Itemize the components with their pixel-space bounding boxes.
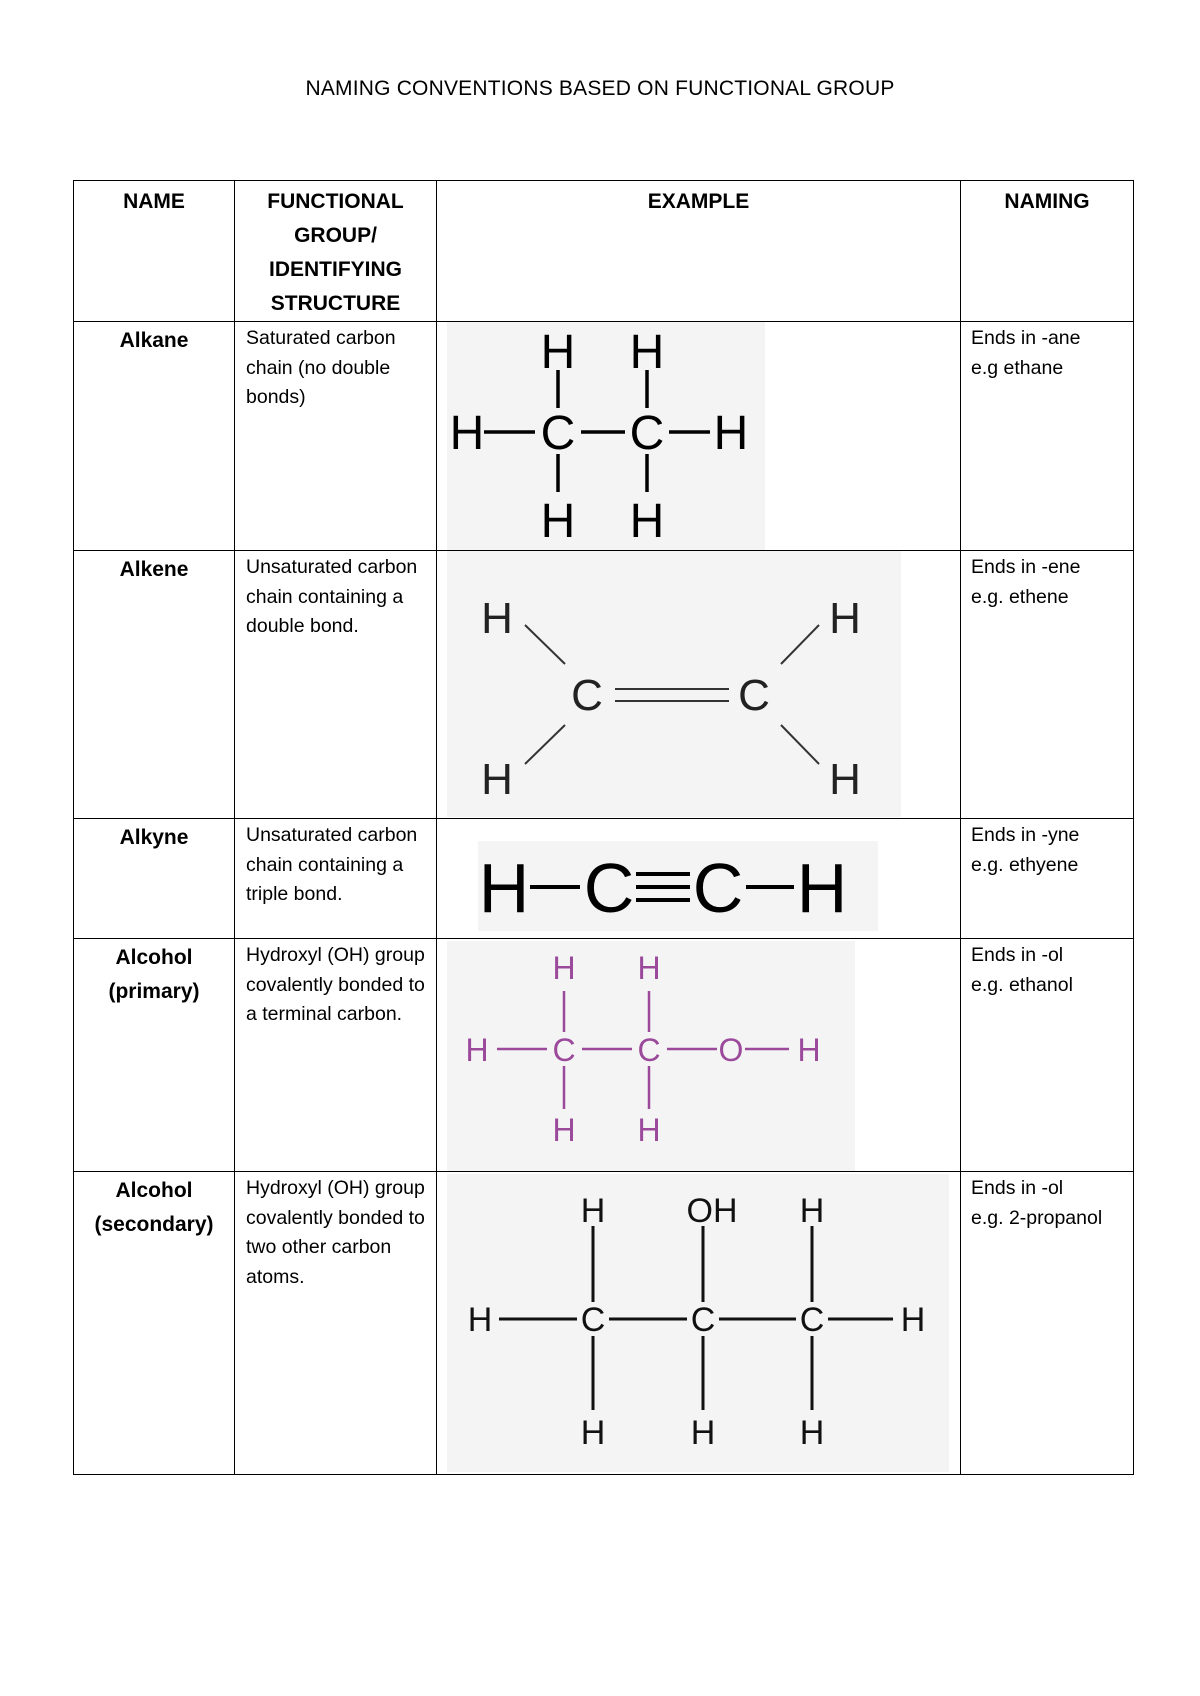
naming-example: e.g ethane [971, 356, 1064, 379]
naming-example: e.g. ethanol [971, 973, 1073, 996]
row-naming [961, 322, 1134, 551]
naming-example: e.g. ethyene [971, 853, 1079, 876]
row-description: Unsaturated carbon chain containing a triple bond. [235, 819, 437, 939]
bond [525, 725, 565, 764]
table-row [74, 322, 1134, 551]
atom-label: C [637, 1032, 661, 1068]
atom-label: H [540, 495, 576, 548]
row-naming [961, 551, 1134, 819]
atom-label: H [552, 1112, 576, 1148]
ethyne-diagram [478, 841, 878, 931]
atom-label: C [552, 1032, 576, 1068]
atom-label: C [540, 407, 576, 460]
atom-label: H [481, 755, 513, 804]
atom-label: H [467, 1301, 493, 1339]
row-description: Saturated carbon chain (no double bonds) [235, 322, 437, 551]
header-name: NAME [74, 181, 235, 322]
atom-label: H [829, 755, 861, 804]
ethene-structure [447, 551, 901, 817]
atom-label: H [799, 1192, 825, 1230]
row-name: Alcohol (secondary) [74, 1172, 235, 1475]
atom-label: H [449, 407, 485, 460]
ethyne-structure [478, 841, 878, 931]
row-description: Hydroxyl (OH) group covalently bonded to two other carbon atoms. [235, 1172, 437, 1475]
propanol-diagram [447, 1174, 949, 1472]
naming-rule: Ends in -ene [971, 556, 1081, 578]
row-example [437, 551, 961, 819]
ethene-diagram [447, 551, 901, 817]
row-description: Hydroxyl (OH) group covalently bonded to a terminal carbon. [235, 939, 437, 1172]
naming-conventions-table [73, 180, 1134, 1475]
atom-label: H [797, 1032, 821, 1068]
atom-label: C [629, 407, 665, 460]
ethanol-diagram [447, 941, 855, 1171]
header-naming: NAMING [961, 181, 1134, 322]
row-description: Unsaturated carbon chain containing a double bond. [235, 551, 437, 819]
row-name: Alcohol (primary) [74, 939, 235, 1172]
atom-label: O [718, 1032, 744, 1068]
atom-label: C [690, 1301, 716, 1339]
table-row [74, 551, 1134, 819]
row-example [437, 1172, 961, 1475]
ethanol-structure [447, 941, 855, 1171]
atom-label: H [637, 1112, 661, 1148]
atom-label: H [713, 407, 749, 460]
atom-label: C [692, 849, 744, 927]
naming-rule: Ends in -yne [971, 824, 1080, 846]
ethane-diagram [447, 322, 765, 550]
atom-label: H [637, 950, 661, 986]
atom-label: C [583, 849, 635, 927]
atom-label: H [580, 1192, 606, 1230]
naming-rule: Ends in -ane [971, 327, 1081, 349]
naming-rule: Ends in -ol [971, 944, 1064, 966]
atom-label: C [738, 671, 770, 720]
row-example [437, 819, 961, 939]
atom-label: C [580, 1301, 606, 1339]
atom-label: H [799, 1414, 825, 1452]
atom-label: H [552, 950, 576, 986]
hydroxyl-label: OH [686, 1192, 738, 1230]
atom-label: C [571, 671, 603, 720]
header-functional-group: FUNCTIONAL GROUP/ IDENTIFYING STRUCTURE [235, 181, 437, 322]
naming-example: e.g. ethene [971, 585, 1069, 608]
row-name: Alkyne [74, 819, 235, 939]
naming-example: e.g. 2-propanol [971, 1206, 1103, 1229]
atom-label: H [900, 1301, 926, 1339]
atom-label: H [629, 326, 665, 379]
row-name: Alkane [74, 322, 235, 551]
table-header-row [74, 181, 1134, 322]
row-naming [961, 1172, 1134, 1475]
atom-label: H [629, 495, 665, 548]
ethane-structure [447, 322, 765, 550]
atom-label: H [465, 1032, 489, 1068]
atom-label: H [829, 594, 861, 643]
atom-label: H [540, 326, 576, 379]
naming-rule: Ends in -ol [971, 1177, 1064, 1199]
atom-label: H [580, 1414, 606, 1452]
row-naming [961, 819, 1134, 939]
table-row [74, 1172, 1134, 1475]
propanol-structure [447, 1174, 949, 1472]
bond [781, 625, 819, 664]
bond [525, 625, 565, 664]
table-row [74, 819, 1134, 939]
atom-label: H [796, 849, 848, 927]
atom-label: C [799, 1301, 825, 1339]
row-name: Alkene [74, 551, 235, 819]
row-example [437, 939, 961, 1172]
atom-label: H [690, 1414, 716, 1452]
row-example [437, 322, 961, 551]
atom-label: H [481, 594, 513, 643]
atom-label: H [478, 849, 530, 927]
row-naming [961, 939, 1134, 1172]
header-example: EXAMPLE [437, 181, 961, 322]
page-title: NAMING CONVENTIONS BASED ON FUNCTIONAL GROUP [305, 77, 895, 100]
bond [781, 725, 819, 764]
table-row [74, 939, 1134, 1172]
